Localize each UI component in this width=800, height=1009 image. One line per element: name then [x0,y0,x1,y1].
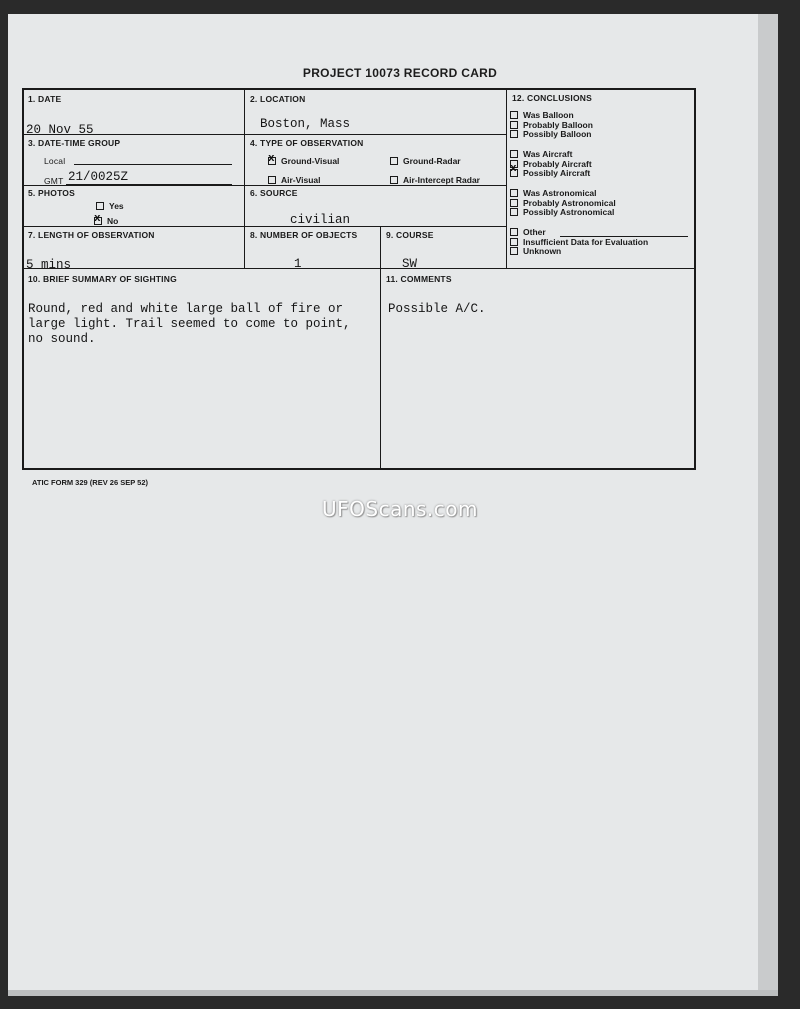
watermark: UFOScans.com [322,497,478,521]
comments-label: 11. COMMENTS [386,274,452,284]
photos-label: 5. PHOTOS [28,188,75,198]
checkbox [510,189,518,197]
checkbox [510,150,518,158]
checkbox [390,176,398,184]
local-line [74,164,232,165]
photos-yes: Yes [96,201,124,211]
checkbox [510,130,518,138]
gmt-value: 21/0025Z [68,170,129,184]
checkbox [510,199,518,207]
paper-bottom-edge [8,990,778,996]
photos-no: xNo [94,216,118,226]
option-ground-radar: Ground-Radar [390,156,461,166]
conclusion-item: Possibly Astronomical [510,208,616,218]
summary-text [28,302,351,347]
checkbox-checked [510,169,518,177]
checkbox-checked [94,217,102,225]
length-label: 7. LENGTH OF OBSERVATION [28,230,155,240]
summary-label: 10. BRIEF SUMMARY OF SIGHTING [28,274,177,284]
divider-v1 [244,88,245,268]
conclusion-item: Was Astronomical [510,189,616,199]
checkbox [510,208,518,216]
location-label: 2. LOCATION [250,94,306,104]
conclusion-item: Insufficient Data for Evaluation [510,238,648,248]
form-identifier: ATIC FORM 329 (REV 26 SEP 52) [32,478,149,487]
summary-line: large light. Trail seemed to come to point, [28,317,351,331]
source-label: 6. SOURCE [250,188,298,198]
conclusion-item: Possibly Balloon [510,130,593,140]
conclusions-group-balloon [510,111,593,140]
conclusion-item: Probably Balloon [510,121,593,131]
divider-h4 [22,268,696,269]
checkbox-checked [268,157,276,165]
record-card [22,88,696,470]
course-value: SW [402,257,418,271]
border-top [22,88,696,90]
objects-value: 1 [294,257,302,271]
border-bottom [22,468,696,470]
checkbox [510,228,518,236]
objects-label: 8. NUMBER OF OBJECTS [250,230,358,240]
divider-h2 [22,185,506,186]
gmt-label: GMT [44,176,64,186]
conclusions-group-aircraft [510,150,592,179]
divider-h1 [22,134,506,135]
conclusion-item: Unknown [510,247,648,257]
gmt-line [66,184,232,185]
checkbox [510,121,518,129]
checkbox [96,202,104,210]
option-ground-visual: xGround-Visual [268,156,339,166]
option-air-visual: Air-Visual [268,175,321,185]
conclusions-label: 12. CONCLUSIONS [512,93,592,103]
type-label: 4. TYPE OF OBSERVATION [250,138,364,148]
card-title: PROJECT 10073 RECORD CARD [302,66,498,80]
comments-value: Possible A/C. [388,302,486,316]
divider-h3 [22,226,506,227]
border-left [22,88,24,470]
checkbox [268,176,276,184]
conclusion-item: Other [510,228,648,238]
location-value: Boston, Mass [260,117,351,131]
datetime-label: 3. DATE-TIME GROUP [28,138,121,148]
local-label: Local [44,156,66,166]
conclusion-item: xPossibly Aircraft [510,169,592,179]
length-value: 5 mins [26,258,72,272]
border-right [694,88,696,470]
conclusions-group-other [510,228,648,257]
conclusions-group-astronomical [510,189,616,218]
conclusion-item: Probably Aircraft [510,160,592,170]
checkbox [510,247,518,255]
date-value: 20 Nov 55 [26,123,94,137]
conclusion-item: Was Balloon [510,111,593,121]
checkbox [510,111,518,119]
summary-line: no sound. [28,332,96,346]
checkbox [510,238,518,246]
option-air-intercept: Air-Intercept Radar [390,175,480,185]
checkbox [390,157,398,165]
divider-v3 [380,226,381,470]
divider-v2 [506,88,507,268]
course-label: 9. COURSE [386,230,434,240]
source-value: civilian [290,213,351,227]
summary-line: Round, red and white large ball of fire or [28,302,344,316]
conclusion-item: Probably Astronomical [510,199,616,209]
other-line [560,236,688,237]
conclusion-item: Was Aircraft [510,150,592,160]
date-label: 1. DATE [28,94,62,104]
